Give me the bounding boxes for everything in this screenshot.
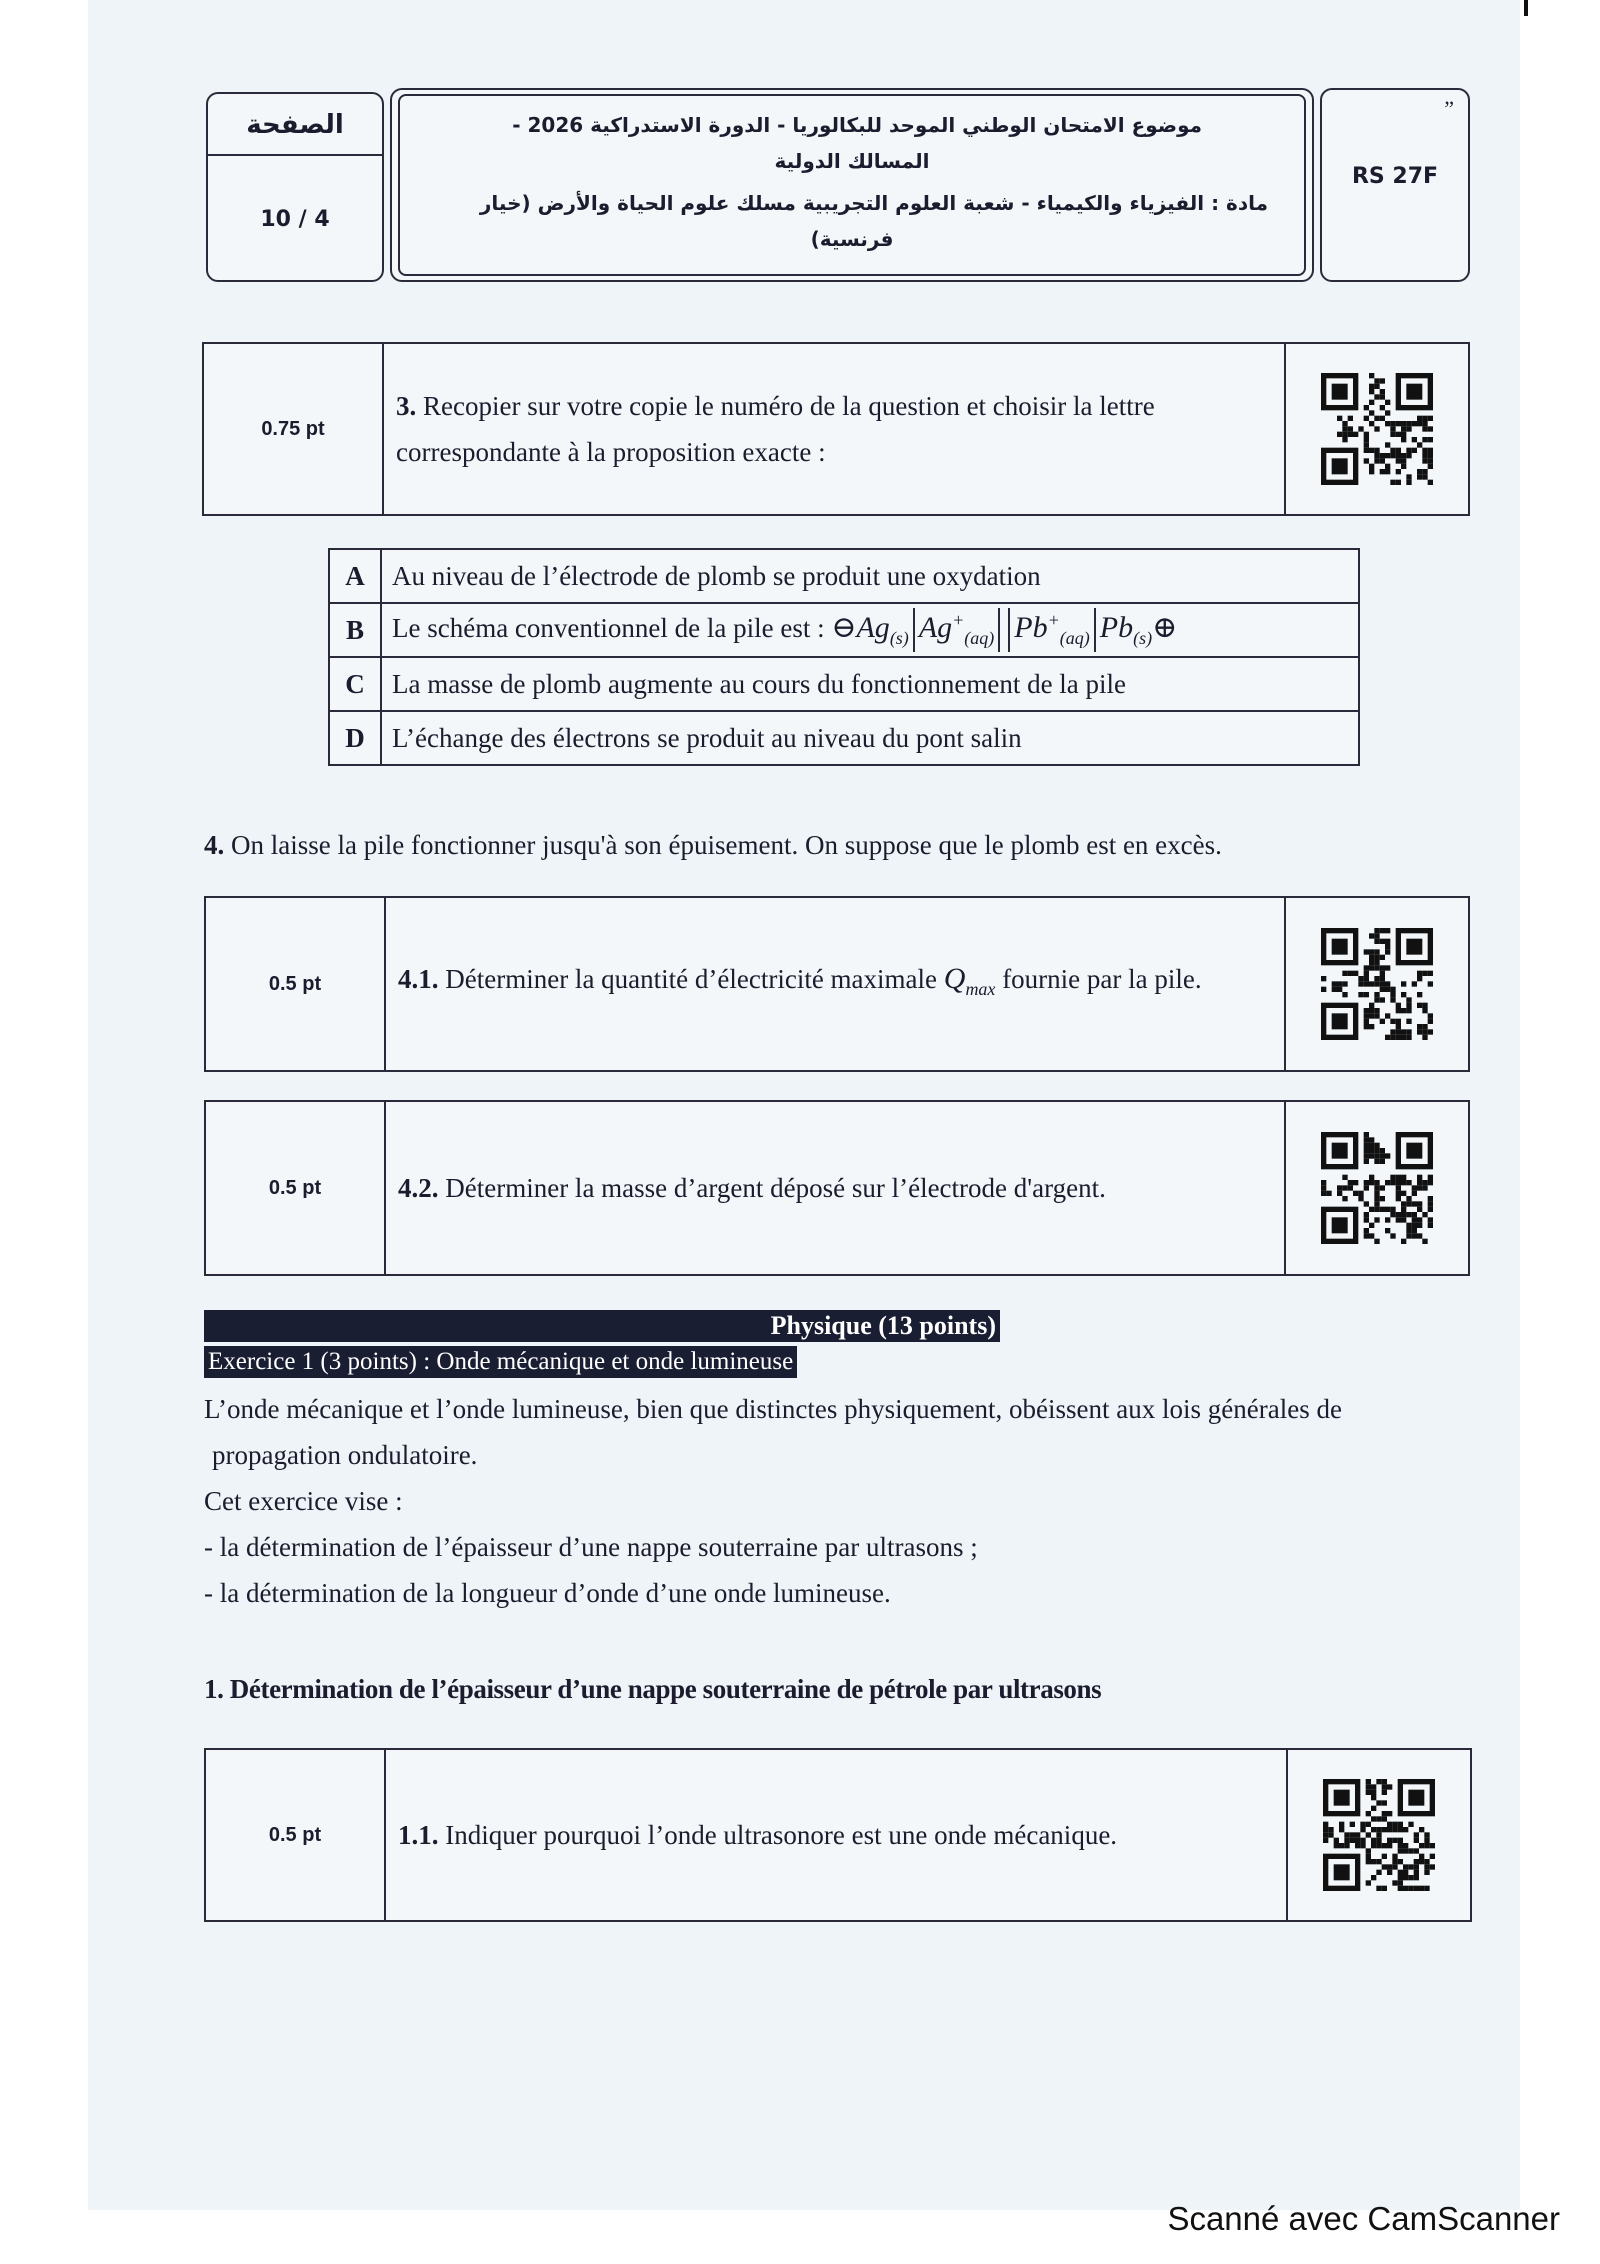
q-max-symbol: $Q_{max}$ [943,962,996,999]
question-text: Déterminer la masse d’argent déposé sur l’électrode d'argent. [445,1173,1106,1203]
choice-text [381,603,1359,657]
question-number: 4. [204,830,225,860]
choice-row [329,603,1359,657]
question-4-statement [204,822,1464,868]
physique-banner [204,1310,1000,1342]
page-label: الصفحة [208,94,382,156]
question-4-2-box [204,1100,1470,1276]
points-label: 0.5 pt [206,898,386,1070]
exercise-1-aim: Cet exercice vise : [204,1486,403,1516]
question-4-1-text [398,898,1272,1070]
camscanner-watermark: Scanné avec CamScanner [1167,2200,1560,2237]
question-number: 1.1. [398,1820,439,1850]
qr-code-icon [1284,1102,1468,1274]
choice-text: L’échange des électrons se produit au niveau du pont salin [381,711,1359,765]
exercise-1-aim-item: - la détermination de la longueur d’onde d’une onde lumineuse. [204,1578,891,1608]
question-1-1-text [398,1750,1274,1920]
choice-row [329,657,1359,711]
question-3-text [396,344,1272,514]
points-label: 0.5 pt [206,1750,386,1920]
exercise-1-title-row [204,1346,797,1381]
choice-row [329,549,1359,603]
choice-text: Au niveau de l’électrode de plomb se produit une oxydation [381,549,1359,603]
qr-code-icon [1284,898,1468,1070]
exam-title-box [390,88,1314,282]
qr-code-icon [1284,344,1468,514]
exam-title-line4: فرنسية) [810,227,894,251]
physique-title: Physique (13 points) [770,1311,996,1340]
section-1-title: 1. Détermination de l’épaisseur d’une nappe souterraine de pétrole par ultrasons [204,1674,1102,1704]
exam-code: RS 27F [1351,164,1439,189]
exercise-1-intro-line1: L’onde mécanique et l’onde lumineuse, bien que distinctes physiquement, obéissent aux lois générales de [204,1394,1342,1424]
choice-letter: D [329,711,381,765]
choice-letter: A [329,549,381,603]
question-text: Indiquer pourquoi l’onde ultrasonore est une onde mécanique. [445,1820,1118,1850]
question-number: 4.2. [398,1173,439,1203]
question-number: 4.1. [398,964,439,994]
question-3-box [202,342,1470,516]
page-number: 10 / 4 [260,207,330,232]
choice-b-text: Le schéma conventionnel de la pile est : [392,612,825,643]
page-box [206,92,384,282]
question-4-2-text [398,1102,1272,1274]
choice-row [329,711,1359,765]
exam-title-line2: المسالك الدولية [774,149,930,173]
quote-mark: ” [1444,96,1454,121]
question-text: Recopier sur votre copie le numéro de la question et choisir la lettre correspondante à la proposition exacte : [396,391,1155,467]
exam-title-line3: مادة : الفيزياء والكيمياء - شعبة العلوم التجريبية مسلك علوم الحياة والأرض (خيار [479,191,1268,215]
exercise-1-title: Exercice 1 (3 points) : Onde mécanique et onde lumineuse [204,1346,797,1378]
exam-title-line1: موضوع الامتحان الوطني الموحد للبكالوريا - الدورة الاستدراكية 2026 - [512,113,1202,137]
edge-mark [1524,0,1528,16]
question-text: On laisse la pile fonctionner jusqu'à son épuisement. On suppose que le plomb est en excès. [231,830,1222,860]
exercise-1-aim-item: - la détermination de l’épaisseur d’une nappe souterraine par ultrasons ; [204,1532,978,1562]
qr-code-icon [1286,1750,1470,1920]
choice-letter: C [329,657,381,711]
question-1-1-box [204,1748,1472,1922]
points-label: 0.75 pt [204,344,384,514]
cell-notation: $⊖Ag_{(s)}$ $Ag^+_{(aq)}$ $Pb^+_{(aq)}$ $Pb_{(s)}\oplus$ [831,611,1177,644]
choice-letter: B [329,603,381,657]
exercise-1-intro-line2: propagation ondulatoire. [212,1440,478,1470]
exam-code-box [1320,88,1470,282]
question-text-end: fournie par la pile. [1002,964,1202,994]
question-4-1-box [204,896,1470,1072]
choices-table [328,548,1360,766]
choice-text: La masse de plomb augmente au cours du fonctionnement de la pile [381,657,1359,711]
points-label: 0.5 pt [206,1102,386,1274]
question-text-start: Déterminer la quantité d’électricité maximale [445,964,938,994]
question-number: 3. [396,391,417,421]
